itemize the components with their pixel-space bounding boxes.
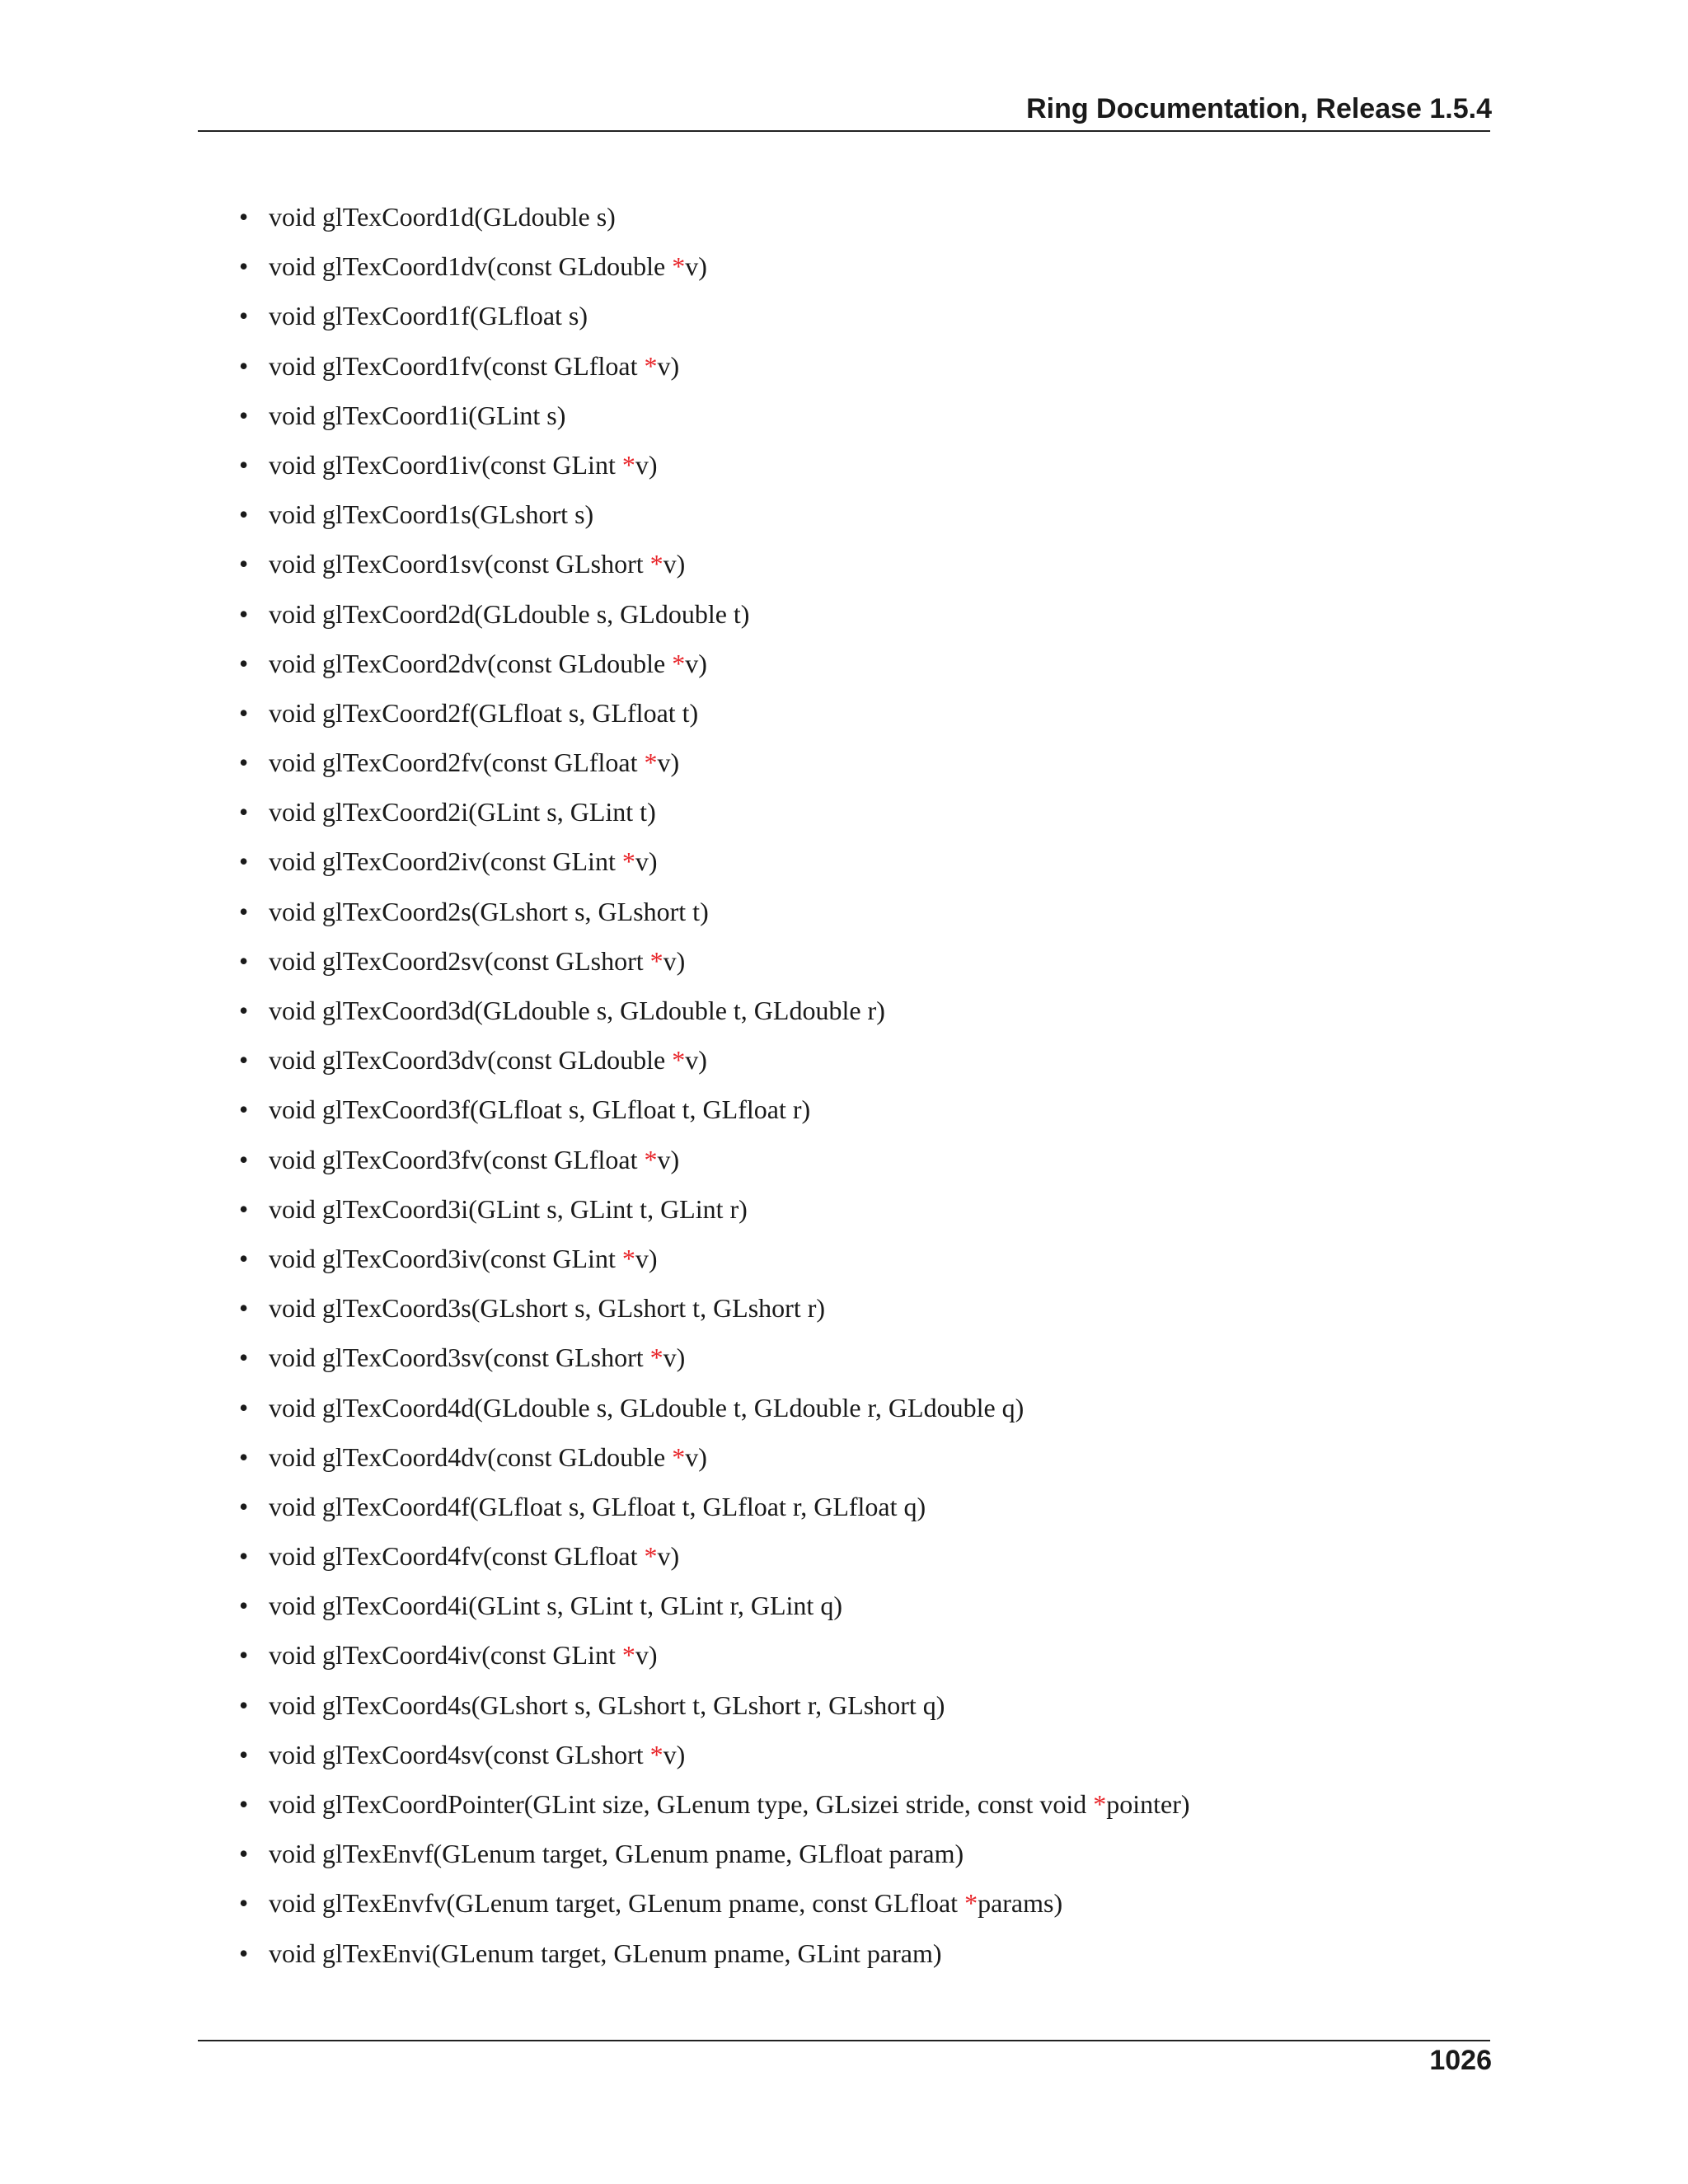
pointer-star: * <box>649 1343 663 1373</box>
list-item <box>239 1138 1190 1188</box>
bullet-icon: • <box>239 202 249 232</box>
bullet-icon: • <box>239 1243 249 1273</box>
signature-text: void glTexCoord1d(GLdouble s) <box>269 202 616 232</box>
pointer-star: * <box>672 1441 686 1472</box>
pointer-star: * <box>649 945 663 976</box>
function-signature-list <box>239 195 1190 1981</box>
bullet-icon: • <box>239 449 249 480</box>
signature-text: void glTexCoord4fv(const GLfloat <box>269 1541 645 1572</box>
signature-text: void glTexCoord1f(GLfloat s) <box>269 301 588 331</box>
bullet-icon: • <box>239 301 249 331</box>
signature-text: void glTexCoord4d(GLdouble s, GLdouble t, GLdouble r, GLdouble q) <box>269 1392 1025 1422</box>
signature-text: void glTexCoord2d(GLdouble s, GLdouble t) <box>269 598 750 629</box>
signature-text-tail: v) <box>635 846 658 877</box>
list-item <box>239 989 1190 1038</box>
bullet-icon: • <box>239 797 249 827</box>
signature-text: void glTexCoord1i(GLint s) <box>269 400 566 430</box>
list-item <box>239 1336 1190 1385</box>
list-item <box>239 294 1190 344</box>
list-item <box>239 443 1190 493</box>
signature-text-tail: pointer) <box>1106 1789 1190 1819</box>
bullet-icon: • <box>239 1938 249 1968</box>
signature-text: void glTexCoord3i(GLint s, GLint t, GLint r) <box>269 1193 748 1224</box>
list-item <box>239 790 1190 840</box>
signature-text: void glTexCoord3dv(const GLdouble <box>269 1045 673 1076</box>
bullet-icon: • <box>239 1739 249 1769</box>
signature-text: void glTexCoord4sv(const GLshort <box>269 1739 650 1769</box>
list-item <box>239 1088 1190 1137</box>
footer-rule <box>198 2040 1490 2041</box>
bullet-icon: • <box>239 896 249 926</box>
list-item <box>239 1286 1190 1336</box>
signature-text-tail: v) <box>657 1144 680 1174</box>
bullet-icon: • <box>239 1343 249 1373</box>
bullet-icon: • <box>239 400 249 430</box>
list-item <box>239 1733 1190 1783</box>
list-item <box>239 1584 1190 1633</box>
pointer-star: * <box>1093 1789 1107 1819</box>
signature-text: void glTexCoord4iv(const GLint <box>269 1640 622 1671</box>
list-item <box>239 890 1190 940</box>
list-item <box>239 741 1190 790</box>
signature-text-tail: v) <box>663 1739 686 1769</box>
list-item <box>239 1633 1190 1683</box>
pointer-star: * <box>621 1640 635 1671</box>
list-item <box>239 840 1190 889</box>
list-item <box>239 1832 1190 1882</box>
header-rule <box>198 130 1490 132</box>
page-number: 1026 <box>1429 2045 1492 2076</box>
pointer-star: * <box>621 846 635 877</box>
signature-text: void glTexCoord2s(GLshort s, GLshort t) <box>269 896 709 926</box>
signature-text: void glTexCoord1iv(const GLint <box>269 449 622 480</box>
signature-text: void glTexCoord3fv(const GLfloat <box>269 1144 645 1174</box>
list-item <box>239 1436 1190 1485</box>
signature-text: void glTexCoord1s(GLshort s) <box>269 499 594 530</box>
list-item <box>239 1485 1190 1535</box>
bullet-icon: • <box>239 1441 249 1472</box>
signature-text-tail: v) <box>657 1541 680 1572</box>
running-header-title: Ring Documentation, Release 1.5.4 <box>1026 93 1492 124</box>
bullet-icon: • <box>239 1045 249 1076</box>
signature-text: void glTexCoord4i(GLint s, GLint t, GLint r, GLint q) <box>269 1591 842 1621</box>
signature-text: void glTexCoord2iv(const GLint <box>269 846 622 877</box>
bullet-icon: • <box>239 1491 249 1521</box>
bullet-icon: • <box>239 499 249 530</box>
bullet-icon: • <box>239 648 249 678</box>
signature-text-tail: v) <box>635 1243 658 1273</box>
list-item <box>239 691 1190 741</box>
signature-text: void glTexCoord3s(GLshort s, GLshort t, GLshort r) <box>269 1293 826 1324</box>
bullet-icon: • <box>239 1144 249 1174</box>
bullet-icon: • <box>239 1293 249 1324</box>
signature-text: void glTexEnvi(GLenum target, GLenum pname, GLint param) <box>269 1938 942 1968</box>
signature-text-tail: v) <box>657 350 680 381</box>
signature-text-tail: params) <box>978 1888 1063 1919</box>
list-item <box>239 1882 1190 1931</box>
list-item <box>239 542 1190 592</box>
list-item <box>239 493 1190 542</box>
list-item <box>239 1932 1190 1981</box>
pointer-star: * <box>644 748 658 778</box>
bullet-icon: • <box>239 350 249 381</box>
list-item <box>239 1386 1190 1436</box>
signature-text: void glTexEnvf(GLenum target, GLenum pname, GLfloat param) <box>269 1839 964 1869</box>
signature-text: void glTexCoord3sv(const GLshort <box>269 1343 650 1373</box>
signature-text-tail: v) <box>685 648 707 678</box>
signature-text: void glTexCoord2f(GLfloat s, GLfloat t) <box>269 697 699 728</box>
bullet-icon: • <box>239 251 249 282</box>
bullet-icon: • <box>239 1392 249 1422</box>
pointer-star: * <box>644 1144 658 1174</box>
bullet-icon: • <box>239 748 249 778</box>
signature-text: void glTexCoord3f(GLfloat s, GLfloat t, GLfloat r) <box>269 1094 811 1125</box>
bullet-icon: • <box>239 945 249 976</box>
signature-text: void glTexCoord3iv(const GLint <box>269 1243 622 1273</box>
bullet-icon: • <box>239 1193 249 1224</box>
signature-text: void glTexCoord1dv(const GLdouble <box>269 251 673 282</box>
bullet-icon: • <box>239 846 249 877</box>
pointer-star: * <box>672 648 686 678</box>
signature-text-tail: v) <box>663 549 686 579</box>
signature-text-tail: v) <box>685 1441 707 1472</box>
signature-text: void glTexCoord2fv(const GLfloat <box>269 748 645 778</box>
bullet-icon: • <box>239 697 249 728</box>
list-item <box>239 195 1190 245</box>
signature-text: void glTexCoord2i(GLint s, GLint t) <box>269 797 656 827</box>
list-item <box>239 1783 1190 1832</box>
bullet-icon: • <box>239 1541 249 1572</box>
signature-text-tail: v) <box>657 748 680 778</box>
signature-text: void glTexCoord3d(GLdouble s, GLdouble t, GLdouble r) <box>269 996 885 1025</box>
list-item <box>239 940 1190 989</box>
signature-text: void glTexCoordPointer(GLint size, GLenum type, GLsizei stride, const void <box>269 1789 1094 1819</box>
signature-text: void glTexCoord4f(GLfloat s, GLfloat t, GLfloat r, GLfloat q) <box>269 1491 926 1521</box>
signature-text: void glTexEnvfv(GLenum target, GLenum pname, const GLfloat <box>269 1888 965 1919</box>
bullet-icon: • <box>239 1789 249 1819</box>
list-item <box>239 593 1190 642</box>
list-item <box>239 1535 1190 1584</box>
signature-text: void glTexCoord2sv(const GLshort <box>269 945 650 976</box>
bullet-icon: • <box>239 1690 249 1720</box>
bullet-icon: • <box>239 598 249 629</box>
pointer-star: * <box>964 1888 978 1919</box>
signature-text: void glTexCoord4dv(const GLdouble <box>269 1441 673 1472</box>
signature-text: void glTexCoord4s(GLshort s, GLshort t, GLshort r, GLshort q) <box>269 1690 945 1720</box>
signature-text-tail: v) <box>635 1640 658 1671</box>
signature-text: void glTexCoord1sv(const GLshort <box>269 549 650 579</box>
pointer-star: * <box>644 1541 658 1572</box>
list-item <box>239 1038 1190 1088</box>
bullet-icon: • <box>239 996 249 1025</box>
bullet-icon: • <box>239 1888 249 1919</box>
signature-text-tail: v) <box>663 1343 686 1373</box>
bullet-icon: • <box>239 1094 249 1125</box>
pointer-star: * <box>672 251 686 282</box>
bullet-icon: • <box>239 1640 249 1671</box>
signature-text-tail: v) <box>635 449 658 480</box>
list-item <box>239 642 1190 691</box>
list-item <box>239 344 1190 394</box>
signature-text-tail: v) <box>685 1045 707 1076</box>
bullet-icon: • <box>239 1839 249 1869</box>
pointer-star: * <box>672 1045 686 1076</box>
list-item <box>239 1684 1190 1733</box>
signature-text-tail: v) <box>663 945 686 976</box>
list-item <box>239 245 1190 294</box>
signature-text: void glTexCoord2dv(const GLdouble <box>269 648 673 678</box>
signature-text: void glTexCoord1fv(const GLfloat <box>269 350 645 381</box>
pointer-star: * <box>621 449 635 480</box>
pointer-star: * <box>649 549 663 579</box>
pointer-star: * <box>649 1739 663 1769</box>
pointer-star: * <box>621 1243 635 1273</box>
signature-text-tail: v) <box>685 251 707 282</box>
bullet-icon: • <box>239 1591 249 1621</box>
list-item <box>239 1237 1190 1286</box>
list-item <box>239 1188 1190 1237</box>
bullet-icon: • <box>239 549 249 579</box>
list-item <box>239 394 1190 443</box>
pointer-star: * <box>644 350 658 381</box>
